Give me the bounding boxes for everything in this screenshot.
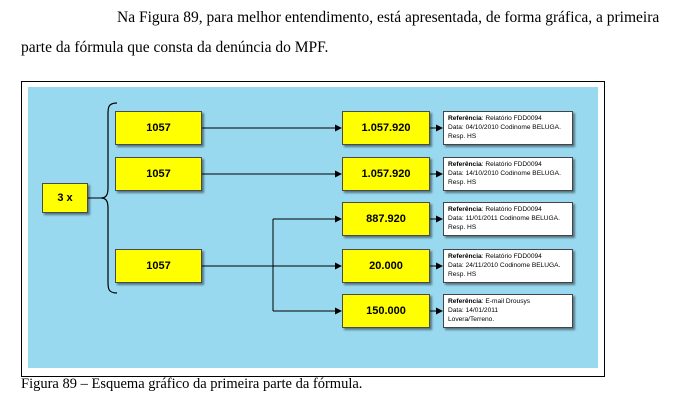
figure-caption: Figura 89 – Esquema gráfico da primeira parte da fórmula.	[21, 376, 363, 392]
reference-box-1	[443, 111, 573, 145]
right-value-box-3	[342, 202, 430, 236]
multiplier-box	[42, 183, 88, 213]
right-value: 20.000	[369, 260, 403, 272]
left-value-box-2	[115, 157, 202, 191]
right-value-box-4	[342, 249, 430, 283]
reference-line-3: Resp. HS	[448, 133, 477, 140]
right-value: 150.000	[366, 305, 406, 317]
right-value-box-2	[342, 157, 430, 191]
reference-line-3: Resp. HS	[448, 224, 477, 231]
reference-line-2: Data: 24/11/2010 Codinome BELUGA.	[448, 262, 561, 269]
reference-box-3	[443, 202, 573, 236]
left-value: 1057	[146, 122, 171, 134]
reference-line-1: Referência: Relatório FDD0094	[448, 115, 542, 122]
reference-line-2: Data: 14/10/2010 Codinome BELUGA.	[448, 170, 561, 177]
reference-line-1: Referência: Relatório FDD0094	[448, 253, 542, 260]
left-value-box-1	[115, 111, 202, 145]
left-value: 1057	[146, 168, 171, 180]
reference-line-2: Data: 11/01/2011 Codinome BELUGA.	[448, 215, 560, 222]
right-value-box-5	[342, 294, 430, 328]
reference-line-1: Referência: E-mail Drousys	[448, 298, 531, 305]
right-value: 1.057.920	[361, 122, 411, 134]
left-value: 1057	[146, 260, 171, 272]
reference-line-1: Referência: Relatório FDD0094	[448, 206, 542, 213]
reference-line-3: Resp. HS	[448, 179, 477, 186]
reference-line-2: Data: 04/10/2010 Codinome BELUGA.	[448, 124, 561, 131]
reference-box-2	[443, 157, 573, 191]
reference-line-3: Lovera/Terreno.	[448, 316, 495, 323]
right-value: 1.057.920	[361, 168, 411, 180]
reference-line-3: Resp. HS	[448, 271, 477, 278]
right-value-box-1	[342, 111, 430, 145]
right-value: 887.920	[366, 213, 406, 225]
reference-line-2: Data: 14/01/2011	[448, 307, 499, 314]
paragraph-text: Na Figura 89, para melhor entendimento, está apresentada, de forma gráfica, a primeira parte da fórmula que consta da denúncia do MPF.	[21, 9, 660, 56]
left-value-box-3	[115, 249, 202, 283]
reference-box-5	[443, 294, 573, 328]
reference-line-1: Referência: Relatório FDD0094	[448, 161, 542, 168]
reference-box-4	[443, 249, 573, 283]
multiplier-label: 3 x	[57, 192, 73, 204]
